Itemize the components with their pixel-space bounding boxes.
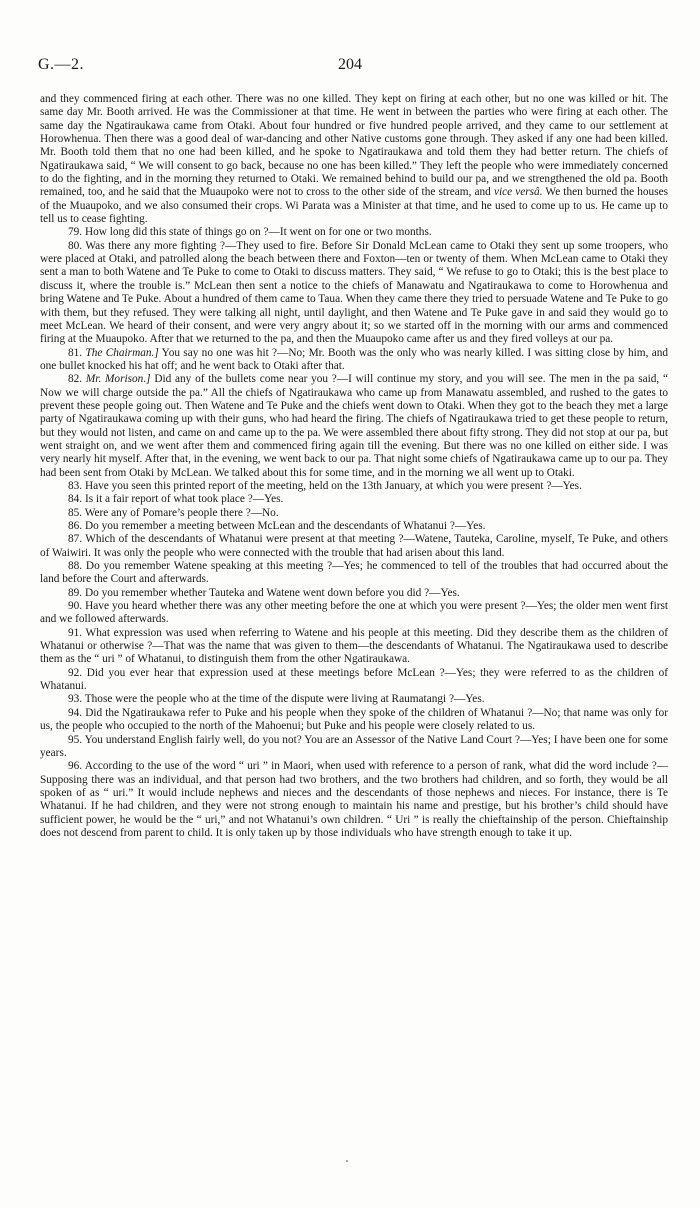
question-89	[40, 587, 668, 600]
speaker-label: The Chairman.]	[85, 346, 159, 359]
question-number: 92.	[68, 666, 83, 679]
question-number: 83.	[68, 479, 83, 492]
question-text: Were any of Pomare’s people there ?—No.	[84, 506, 279, 519]
question-87	[40, 533, 668, 560]
paragraph-continued	[40, 93, 668, 226]
question-86	[40, 520, 668, 533]
paragraph-text-tail: We then burned the houses of the Muaupoko, and we also consumed their crops. Wi Parata was a Minister at that time, and he used to come up to us. He came up to tell us to cease fighting.	[40, 186, 668, 226]
question-number: 88.	[68, 560, 83, 573]
question-text: Do you remember whether Tauteka and Watene went down before you did ?—Yes.	[84, 586, 460, 599]
question-text: Did any of the bullets come near you ?—I will continue my story, and you will see. The men in the pa said, “ Now we will charge outside the pa.” All the chiefs of Ngatiraukawa who came up from Manawatu assembled, and rushed to the gates to prevent these people going out. Then Watene and Te Puke and the chiefs went down to Otaki. When they got to the beach they met a large party of Ngatiraukawa coming up with their guns, who had heard the firing. The chiefs of Ngatiraukawa tried to get these people to return, but they would not listen, and came on and came up to the pa. We were assembled there about fifty strong. They did not stop at our pa, but went straight on, and we went after them and commenced firing again till the evening. But there was no one killed on either side. I was very nearly hit myself. After that, in the evening, we went back to our pa. That night some chiefs of Ngatiraukawa came up to our pa. They had been sent from Otaki by McLean. We talked about this for some time, and in the morning we all went up to Otaki.	[40, 373, 669, 479]
question-number: 84.	[68, 493, 83, 506]
question-number: 91.	[68, 626, 83, 639]
question-number: 81.	[68, 346, 83, 359]
scan-speck	[346, 1160, 348, 1162]
document-body	[40, 93, 668, 840]
question-number: 89.	[68, 586, 83, 599]
question-text: Did the Ngatiraukawa refer to Puke and his people when they spoke of the children of Whatanui ?—No; that name was only for us, the people who occupied to the north of the Mahoenui; but Puke and his people were closely related to us.	[40, 706, 668, 733]
question-79	[40, 226, 668, 239]
question-number: 79.	[68, 226, 83, 239]
page-number: 204	[338, 56, 362, 73]
question-number: 93.	[68, 693, 83, 706]
document-reference: G.—2.	[38, 56, 85, 73]
question-82	[40, 373, 668, 480]
question-94	[40, 707, 668, 734]
italic-phrase: vice versâ.	[493, 186, 543, 199]
question-95	[40, 734, 668, 761]
question-text: How long did this state of things go on ?—It went on for one or two months.	[84, 226, 432, 239]
question-text: Is it a fair report of what took place ?—Yes.	[84, 493, 284, 506]
question-text: You understand English fairly well, do you not? You are an Assessor of the Native Land Court ?—Yes; I have been one for some years.	[40, 733, 668, 759]
question-92	[40, 667, 668, 694]
question-81	[40, 347, 668, 374]
question-80	[40, 240, 668, 347]
question-84	[40, 493, 668, 506]
question-text: You say no one was hit ?—No; Mr. Booth was the only who was nearly killed. I was sitting close by him, and one bullet knocked his hat off; and he went back to Otaki after that.	[40, 346, 669, 372]
question-90	[40, 600, 668, 627]
question-text: Was there any more fighting ?—They used to fire. Before Sir Donald McLean came to Otaki they sent up some troopers, who were placed at Otaki, and patrolled along the beach between there and Foxton—ten or twenty of them. When McLean came to Otaki they sent a man to both Watene and Te Puke to come to Otaki to discuss matters. They said, “ We refuse to go to Otaki; this is the best place to discuss it, where the trouble is.” McLean then sent a notice to the chiefs of Manawatu and Ngatiraukawa to come to Horowhenua and bring Watene and Te Puke. About a hundred of them came to Taua. When they came there they tried to persuade Watene and Te Puke to go with them, but they refused. They were talking all night, until daylight, and then Watene and Te Puke gave in and said they would go to meet McLean. We heard of their consent, and were very angry about it; so we started off in the morning with our arms and commenced firing at the Muaupoko. After that we returned to the pa, and then the Muaupoko came after us and they fired volleys at our pa.	[40, 239, 668, 346]
question-text: Do you remember a meeting between McLean and the descendants of Whatanui ?—Yes.	[84, 520, 486, 532]
question-number: 94.	[68, 706, 83, 719]
paragraph-text: and they commenced firing at each other. There was no one killed. They kept on firing at each other, but no one was killed or hit. The same day Mr. Booth arrived. He was the Commissioner at that time. He went in between the parties who were firing at each other. The same day the Ngatiraukawa came from Otaki. About four hundred or five hundred people arrived, and they came to our settlement at Horowhenua. Then there was a good deal of war-dancing and other Native customs gone through. They asked if any one had been killed. Mr. Booth told them that no one had been killed, and he spoke to Ngatiraukawa and told them they had better return. The chiefs of Ngatiraukawa said, “ We will consent to go back, because no one has been killed.” They left the people who were immediately concerned to do the fighting, and in the morning they returned to Otaki. We remained behind to build our pa, and we strengthened the old pa. Booth remained, too, and he said that the Muaupoko were not to cross to the other side of the stream, and	[40, 93, 668, 199]
question-88	[40, 560, 668, 587]
page-header	[38, 56, 662, 78]
question-number: 96.	[68, 760, 83, 773]
question-93	[40, 693, 668, 706]
question-number: 82.	[68, 373, 83, 386]
question-text: Have you heard whether there was any other meeting before the one at which you were present ?—Yes; the older men went first and we followed afterwards.	[40, 600, 669, 626]
question-85	[40, 507, 668, 520]
question-number: 87.	[68, 533, 83, 546]
question-text: Those were the people who at the time of the dispute were living at Raumatangi ?—Yes.	[84, 693, 485, 706]
question-text: According to the use of the word “ uri ” in Maori, when used with reference to a person of rank, what did the word include ?—Supposing there was an individual, and that person had two brothers, and the two brothers had children, and so forth, they would be all spoken of as “ uri.” It would include nephews and nieces and the descendants of those nephews and nieces. For instance, there is Te Whatanui. If he had children, and they were not strong enough to maintain his name and prestige, but his brother’s child should have sufficient power, he would be the “ uri,” and not Whatanui’s own children. “ Uri ” is really the chieftainship of the person. Chieftainship does not descend from parent to child. It is only taken up by those individuals who have strength enough to take it up.	[40, 760, 669, 839]
question-text: What expression was used when referring to Watene and his people at this meeting. Did they describe them as the children of Whatanui or otherwise ?—That was the name that was given to them—the descendants of Whatanui. The Ngatiraukawa used to describe them as the “ uri ” of Whatanui, to distinguish them from the other Ngatiraukawa.	[40, 626, 668, 666]
question-text: Which of the descendants of Whatanui were present at that meeting ?—Watene, Tauteka, Caroline, myself, Te Puke, and others of Waiwiri. It was only the people who were connected with the trouble that had arisen about this land.	[40, 533, 668, 559]
question-number: 80.	[68, 239, 83, 252]
question-number: 85.	[68, 506, 83, 519]
speaker-label: Mr. Morison.]	[85, 373, 151, 386]
question-96	[40, 760, 668, 840]
question-number: 90.	[68, 600, 83, 613]
question-number: 86.	[68, 520, 83, 532]
question-text: Did you ever hear that expression used at these meetings before McLean ?—Yes; they were referred to as the children of Whatanui.	[40, 666, 668, 693]
question-text: Have you seen this printed report of the meeting, held on the 13th January, at which you were present ?—Yes.	[84, 479, 582, 492]
question-number: 95.	[68, 733, 83, 746]
question-text: Do you remember Watene speaking at this meeting ?—Yes; he commenced to tell of the troubles that had occurred about the land before the Court and afterwards.	[40, 560, 668, 586]
question-91	[40, 627, 668, 667]
question-83	[40, 480, 668, 493]
